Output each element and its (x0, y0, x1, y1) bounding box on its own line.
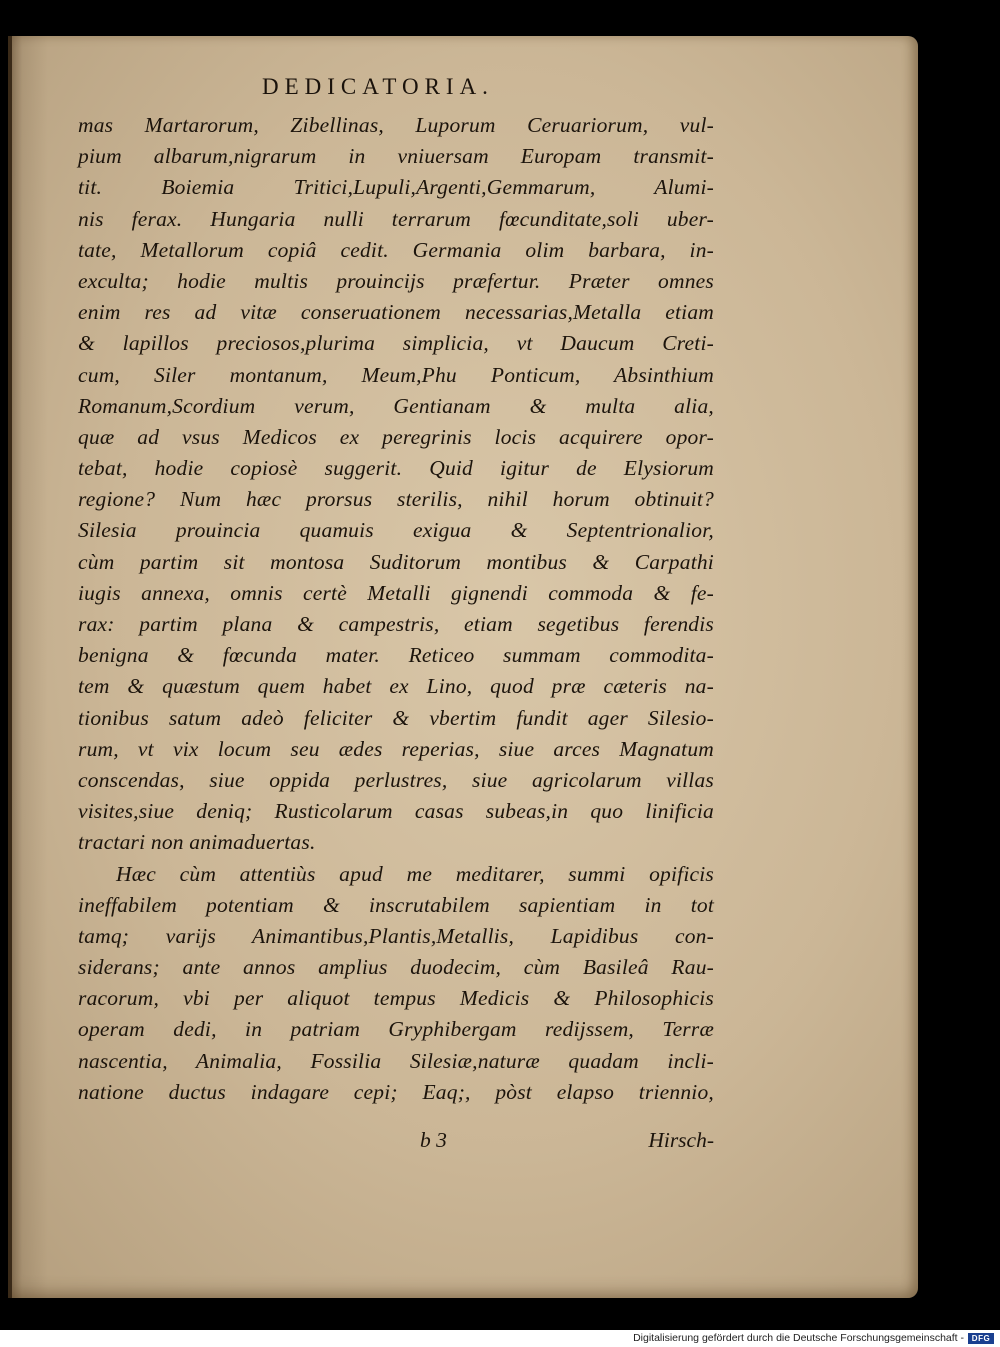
text-line: cum, Siler montanum, Meum,Phu Ponticum, Absinthium (78, 362, 714, 387)
text-line-paragraph-start: Hæc cùm attentiùs apud me meditarer, summi opificis (116, 861, 714, 886)
text-line: enim res ad vitæ conseruationem necessarias,Metalla etiam (78, 300, 714, 325)
text-line: iugis annexa, omnis certè Metalli gignendi commoda & fe- (78, 580, 714, 605)
text-line: operam dedi, in patriam Gryphibergam redijssem, Terræ (78, 1017, 714, 1042)
text-line: racorum, vbi per aliquot tempus Medicis & Philosophicis (78, 986, 714, 1011)
text-line: cùm partim sit montosa Suditorum montibus & Carpathi (78, 549, 714, 574)
text-line: natione ductus indagare cepi; Eaq;, pòst elapso triennio, (78, 1079, 714, 1104)
running-head: DEDICATORIA. (262, 74, 494, 99)
digitization-footer (0, 1330, 1000, 1347)
text-line: Silesia prouincia quamuis exigua & Septentrionalior, (78, 518, 714, 543)
text-line-paragraph-end: tractari non animaduertas. (78, 830, 316, 855)
text-line: tate, Metallorum copiâ cedit. Germania olim barbara, in- (78, 237, 714, 262)
text-line: rax: partim plana & campestris, etiam segetibus ferendis (78, 612, 714, 636)
text-line: siderans; ante annos amplius duodecim, cùm Basileâ Rau- (78, 955, 714, 980)
text-line: & lapillos preciosos,plurima simplicia, vt Daucum Creti- (78, 331, 714, 356)
text-line: regione? Num hæc prorsus sterilis, nihil horum obtinuit? (78, 487, 714, 512)
text-line: tit. Boiemia Tritici,Lupuli,Argenti,Gemmarum, Alumi- (78, 175, 714, 200)
text-line: exculta; hodie multis prouincijs præfertur. Præter omnes (78, 268, 714, 293)
signature-mark: b 3 (420, 1128, 447, 1152)
text-line: visites,siue deniq; Rusticolarum casas subeas,in quo linificia (78, 799, 714, 824)
catchword: Hirsch- (648, 1128, 714, 1152)
text-line: nascentia, Animalia, Fossilia Silesiæ,naturæ quadam incli- (78, 1048, 714, 1073)
body-text (78, 110, 714, 1108)
text-line: ineffabilem potentiam & inscrutabilem sapientiam in tot (78, 892, 714, 917)
text-line: tionibus satum adeò feliciter & vbertim fundit ager Silesio- (78, 705, 714, 730)
text-line: Romanum,Scordium verum, Gentianam & multa alia, (78, 393, 714, 418)
text-line: tebat, hodie copiosè suggerit. Quid igitur de Elysiorum (78, 456, 714, 481)
text-line: benigna & fœcunda mater. Reticeo summam commodita- (78, 643, 714, 668)
text-line: rum, vt vix locum seu ædes reperias, siue arces Magnatum (78, 736, 714, 761)
funding-credit: Digitalisierung gefördert durch die Deutsche Forschungsgemeinschaft - (633, 1332, 964, 1344)
dfg-logo-icon: DFG (968, 1333, 994, 1344)
text-line: tem & quæstum quem habet ex Lino, quod præ cæteris na- (78, 674, 714, 699)
text-line: quæ ad vsus Medicos ex peregrinis locis acquirere opor- (78, 424, 714, 449)
text-line: pium albarum,nigrarum in vniuersam Europam transmit- (78, 144, 714, 169)
text-line: conscendas, siue oppida perlustres, siue agricolarum villas (78, 767, 714, 792)
page-footer-marks (78, 1128, 714, 1160)
text-line: tamq; varijs Animantibus,Plantis,Metallis, Lapidibus con- (78, 923, 714, 948)
text-line: mas Martarorum, Zibellinas, Luporum Ceruariorum, vul- (78, 113, 714, 137)
text-line: nis ferax. Hungaria nulli terrarum fœcunditate,soli uber- (78, 206, 714, 231)
